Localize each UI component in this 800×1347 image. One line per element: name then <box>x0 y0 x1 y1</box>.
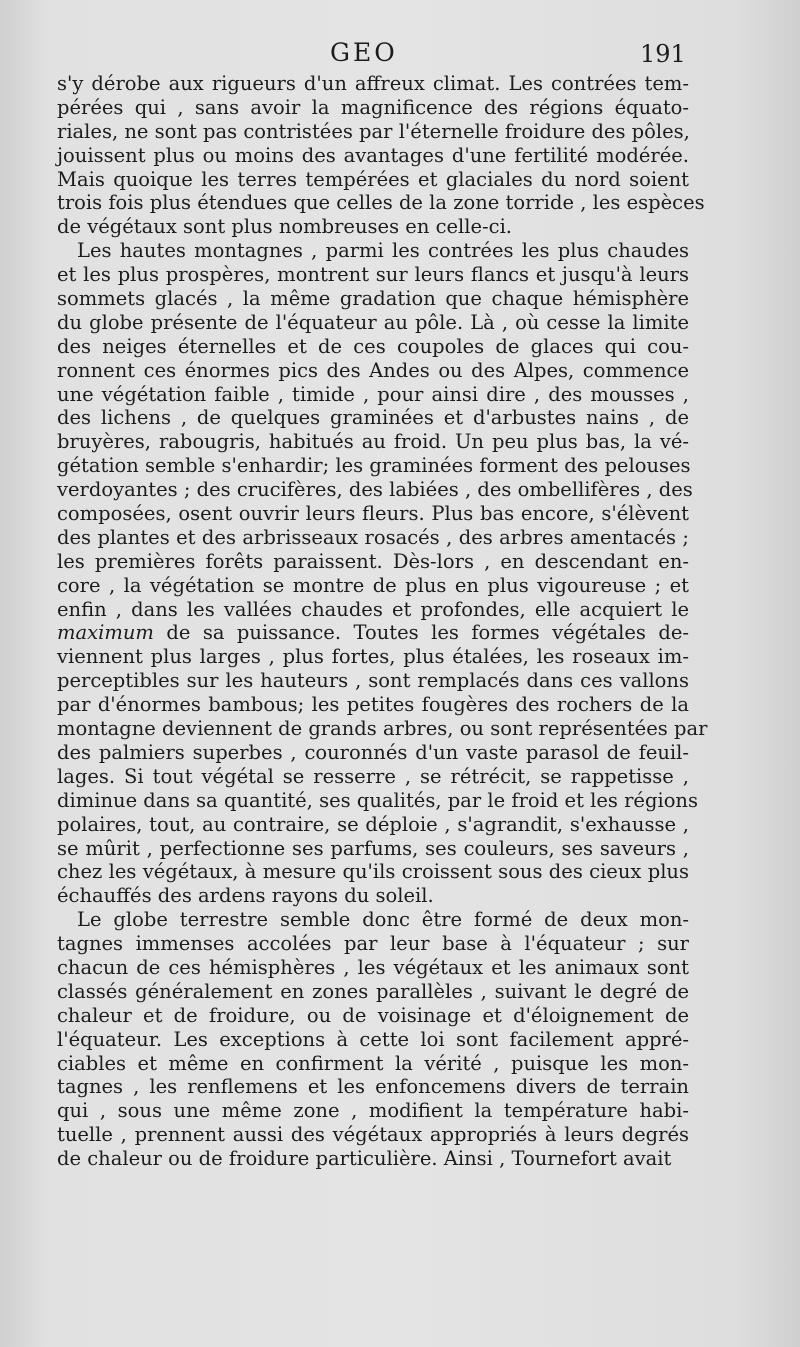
text-line: enfin , dans les vallées chaudes et profondes, elle acquiert le <box>57 597 689 621</box>
text-line: de végétaux sont plus nombreuses en celle-ci. <box>57 215 513 239</box>
text-line: verdoyantes ; des crucifères, des labiées , des ombellifères , des <box>57 478 693 502</box>
italic-term: maximum <box>57 621 154 645</box>
text-line: sommets glacés , la même gradation que chaque hémisphère <box>57 287 689 311</box>
text-line: jouissent plus ou moins des avantages d'une fertilité modérée. <box>57 143 689 167</box>
text-line: tagnes , les renflemens et les enfoncemens divers de terrain <box>57 1075 689 1099</box>
paragraph <box>57 239 708 908</box>
text-line: se mûrit , perfectionne ses parfums, ses couleurs, ses saveurs , <box>57 836 689 860</box>
text-line: des neiges éternelles et de ces coupoles de glaces qui cou- <box>57 334 689 358</box>
text-line: des palmiers superbes , couronnés d'un vaste parasol de feuil- <box>57 740 689 764</box>
running-head: GEO <box>330 38 398 67</box>
text-line: échauffés des ardens rayons du soleil. <box>57 884 434 908</box>
text-line: Les hautes montagnes , parmi les contrées les plus chaudes <box>77 239 689 263</box>
text-line: perceptibles sur les hauteurs , sont remplacés dans ces vallons <box>57 669 689 693</box>
text-line: montagne deviennent de grands arbres, ou sont représentées par <box>57 717 708 741</box>
text-line: composées, osent ouvrir leurs fleurs. Plus bas encore, s'élèvent <box>57 502 689 526</box>
text-line: des lichens , de quelques graminées et d'arbustes nains , de <box>57 406 689 430</box>
text-line: trois fois plus étendues que celles de la zone torride , les espèces <box>57 191 705 215</box>
text-line: une végétation faible , timide , pour ainsi dire , des mousses , <box>57 382 689 406</box>
text-line: lages. Si tout végétal se resserre , se rétrécit, se rappetisse , <box>57 764 689 788</box>
page-number: 191 <box>640 40 686 68</box>
text-line: classés généralement en zones parallèles , suivant le degré de <box>57 979 689 1003</box>
text-line: du globe présente de l'équateur au pôle. Là , où cesse la limite <box>57 310 689 334</box>
text-line: tuelle , prennent aussi des végétaux appropriés à leurs degrés <box>57 1123 689 1147</box>
text-line: et les plus prospères, montrent sur leurs flancs et jusqu'à leurs <box>57 263 689 287</box>
text-line: Mais quoique les terres tempérées et glaciales du nord soient <box>57 167 689 191</box>
text-line: chacun de ces hémisphères , les végétaux et les animaux sont <box>57 955 689 979</box>
text-line: pérées qui , sans avoir la magnificence des régions équato- <box>57 95 689 119</box>
text-line: par d'énormes bambous; les petites fougères des rochers de la <box>57 693 689 717</box>
text-line: des plantes et des arbrisseaux rosacés , des arbres amentacés ; <box>57 525 689 549</box>
body-text <box>57 72 708 1171</box>
text-line: l'équateur. Les exceptions à cette loi sont facilement appré- <box>57 1027 689 1051</box>
text-line: qui , sous une même zone , modifient la température habi- <box>57 1099 689 1123</box>
text-line: chaleur et de froidure, ou de voisinage et d'éloignement de <box>57 1003 689 1027</box>
text-line: tagnes immenses accolées par leur base à l'équateur ; sur <box>57 932 689 956</box>
text-line: polaires, tout, au contraire, se déploie , s'agrandit, s'exhausse , <box>57 812 689 836</box>
text-line: Le globe terrestre semble donc être formé de deux mon- <box>77 908 689 932</box>
text-line: ciables et même en confirment la vérité , puisque les mon- <box>57 1051 689 1075</box>
text-line: diminue dans sa quantité, ses qualités, par le froid et les régions <box>57 788 698 812</box>
text-line: bruyères, rabougris, habitués au froid. Un peu plus bas, la vé- <box>57 430 689 454</box>
text-line: ronnent ces énormes pics des Andes ou des Alpes, commence <box>57 358 689 382</box>
text-line: de chaleur ou de froidure particulière. Ainsi , Tournefort avait <box>57 1147 672 1171</box>
text-line: gétation semble s'enhardir; les graminées forment des pelouses <box>57 454 691 478</box>
paragraph <box>57 908 689 1171</box>
text-line: chez les végétaux, à mesure qu'ils croissent sous des cieux plus <box>57 860 689 884</box>
page-header <box>0 38 800 70</box>
text-line: s'y dérobe aux rigueurs d'un affreux climat. Les contrées tem- <box>57 72 689 95</box>
text-line: riales, ne sont pas contristées par l'éternelle froidure des pôles, <box>57 119 690 143</box>
text-line: viennent plus larges , plus fortes, plus étalées, les roseaux im- <box>57 645 689 669</box>
text-line: les premières forêts paraissent. Dès-lors , en descendant en- <box>57 549 689 573</box>
paragraph <box>57 72 705 239</box>
text-line: maximum de sa puissance. Toutes les formes végétales de- <box>57 621 689 645</box>
text-line: core , la végétation se montre de plus en plus vigoureuse ; et <box>57 573 689 597</box>
